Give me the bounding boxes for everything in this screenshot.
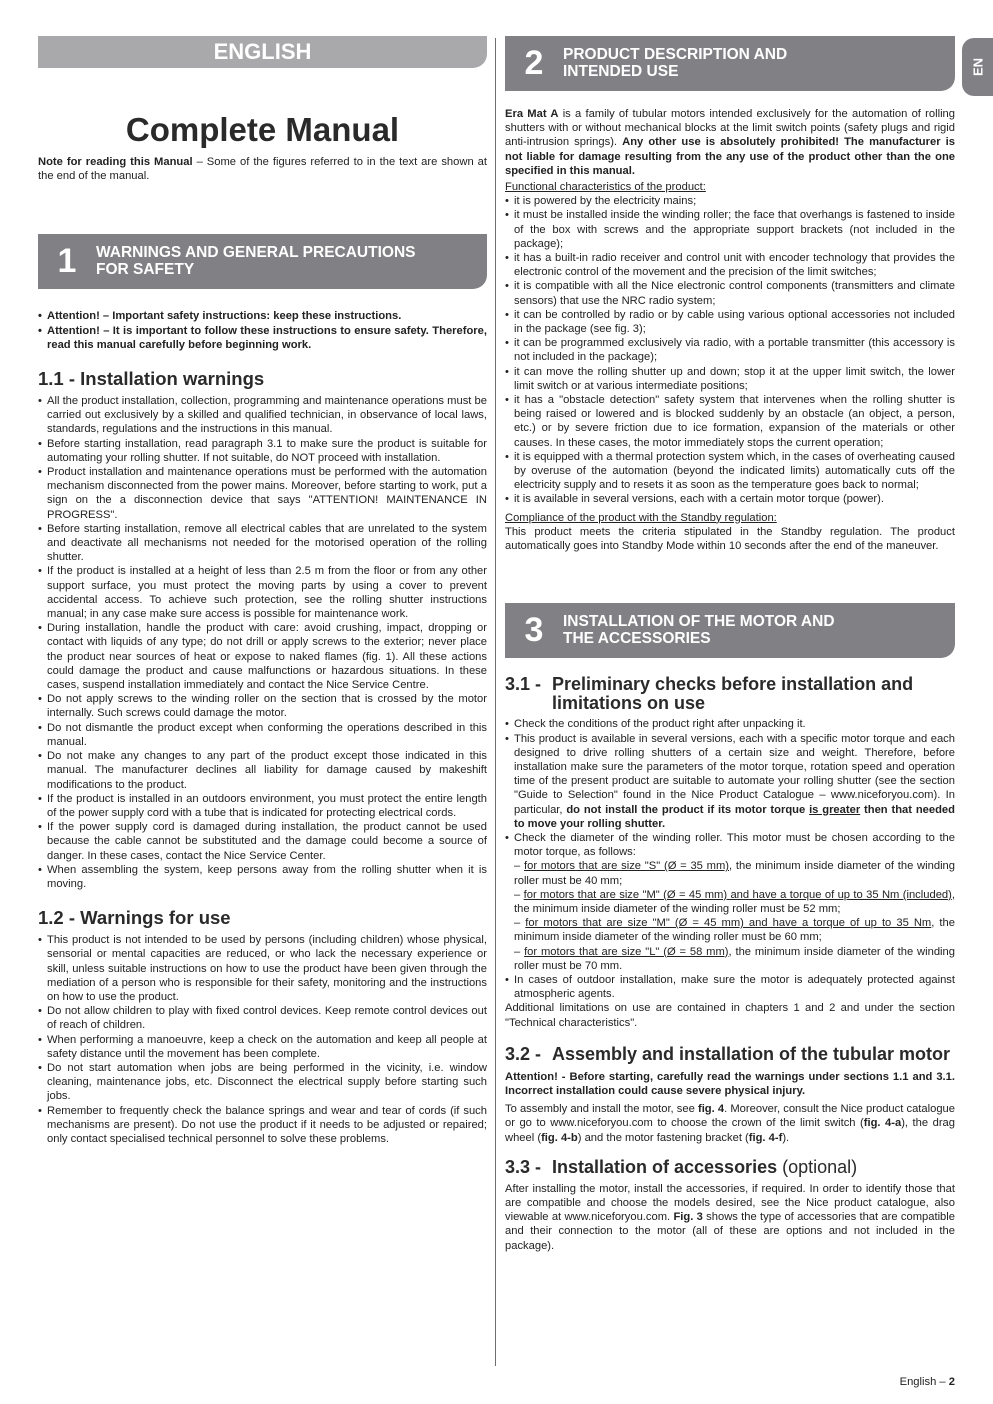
use-warnings-list: [38, 933, 487, 1146]
language-tab: EN: [962, 38, 993, 96]
attention-3-2: Attention! - Before starting, carefully read the warnings under sections 1.1 and 3.1. Incorrect installation could cause severe physical injury.: [505, 1070, 955, 1097]
list-item: • it is compatible with all the Nice electronic control components (transmitters and climate sensors) that use the NRC radio system;: [505, 279, 955, 307]
list-item: • Do not start automation when jobs are being performed in the vicinity, i.e. window cleaning, maintenance jobs, etc. Disconnect the electrical supply before starting such jobs.: [38, 1061, 487, 1104]
list-item: • it must be installed inside the winding roller; the face that overhangs is fastened to inside of the box with screws and the appropriate support brackets (not included in the package);: [505, 208, 955, 251]
list-item: • Check the diameter of the winding roller. This motor must be chosen according to the motor torque, as follows:: [505, 831, 955, 859]
product-intro: Era Mat A is a family of tubular motors intended exclusively for the automation of rolling shutters with or without mechanical blocks at the limit switch points (safety plugs and rigid anti-intrusion springs). Any other use is absolutely prohibited! The manufacturer is not liable for damage resulting from the any use of the product other than the one specified in this manual.: [505, 108, 955, 177]
size-item: – for motors that are size "S" (Ø = 35 mm), the minimum inside diameter of the winding roller must be 40 mm;: [514, 860, 955, 887]
functional-heading: Functional characteristics of the product:: [505, 181, 706, 194]
list-item: • If the product is installed in an outdoors environment, you must protect the entire length of the power supply cord with a tube that is indicated for protecting electrical cords.: [38, 792, 487, 820]
list-item: • This product is not intended to be used by persons (including children) whose physical, sensorial or mental capacities are reduced, or who lack the necessary experience or skill, unless suitable instructions on how to use the product have been given through the mediation of a person who is responsible for their safety, monitoring and the instructions on how to use the product.: [38, 933, 487, 1004]
attention-item: • Attention! – Important safety instructions: keep these instructions.: [38, 309, 487, 323]
list-item: • it is available in several versions, each with a certain motor torque (power).: [505, 492, 955, 506]
heading-3-2: 3.2 - Assembly and installation of the tubular motor: [505, 1043, 951, 1064]
assembly-text: To assembly and install the motor, see fig. 4. Moreover, consult the Nice product catalogue or go to www.niceforyou.com to choose the crown of the limit switch (fig. 4-a), the drag wheel (fig. 4-b) and the motor fastening bracket (fig. 4-f).: [505, 1103, 955, 1144]
list-item: • Do not dismantle the product except when conforming the operations described in this manual.: [38, 721, 487, 749]
list-item: • Product installation and maintenance operations must be performed with the automation mechanism disconnected from the power mains. Moreover, before starting to work, put a sign on the a disconnection device that says "ATTENTION! MAINTENANCE IN PROGRESS".: [38, 465, 487, 522]
list-item: • it has a built-in radio receiver and control unit with encoder technology that provides the electronic control of the movement and the precision of the limit switches;: [505, 251, 955, 279]
section-title: PRODUCT DESCRIPTION AND INTENDED USE: [563, 46, 788, 80]
preliminary-checks-list: [505, 717, 955, 859]
heading-3-3: 3.3 - Installation of accessories (optional): [505, 1156, 858, 1177]
heading-1-2: 1.2 - Warnings for use: [38, 907, 231, 929]
page-footer: English – 2: [899, 1376, 955, 1388]
section-1-header: [38, 234, 487, 289]
page-number: 2: [948, 1376, 955, 1388]
left-column: [38, 36, 487, 1146]
column-divider: [495, 38, 496, 1366]
list-item: • In cases of outdoor installation, make sure the motor is adequately protected against atmospheric agents.: [505, 973, 955, 1001]
attention-item: • Attention! – It is important to follow these instructions to ensure safety. Therefore, read this manual carefully before beginning work.: [38, 324, 487, 352]
list-item: • Check the conditions of the product right after unpacking it.: [505, 717, 955, 731]
list-item: • it has a "obstacle detection" safety system that intervenes when the rolling shutter is being raised or lowered and is blocked suddenly by an obstacle (an object, a person, etc.) or by severe friction due to ice formation, expansion of the materials or other causes. In these cases, the motor immediately stops the current operation;: [505, 393, 955, 450]
section-number: 1: [57, 242, 77, 281]
list-item: • When assembling the system, keep persons away from the rolling shutter when it is moving.: [38, 863, 487, 891]
section-title: INSTALLATION OF THE MOTOR AND THE ACCESSORIES: [563, 613, 835, 647]
attention-list: [38, 309, 487, 352]
size-item: – for motors that are size "M" (Ø = 45 mm) and have a torque of up to 35 Nm (included), the minimum inside diameter of the winding roller must be 52 mm;: [514, 888, 955, 915]
accessories-text: After installing the motor, install the accessories, if required. In order to identify those that are compatible and choose the models desired, see the Nice product catalogue, also viewable at www.niceforyou.com. Fig. 3 shows the type of accessories that are compatible and their connection to the motor (all of these are options and not included in the package).: [505, 1182, 955, 1252]
section-2-header: [505, 36, 955, 91]
features-list: [505, 194, 955, 506]
list-item: • If the product is installed at a height of less than 2.5 m from the floor or from any other support surface, you must protect the moving parts by using a cover to prevent accidental access. To achieve such protection, see the rolling shutter instructions manual; in any case make sure access is possible for maintenance work.: [38, 564, 487, 621]
list-item: • Do not apply screws to the winding roller on the section that is crossed by the motor internally. Such screws could damage the motor.: [38, 692, 487, 720]
standby-text: This product meets the criteria stipulated in the Standby regulation. The product automatically goes into Standby Mode within 10 seconds after the end of the maneuver.: [505, 525, 955, 553]
heading-3-1: 3.1 - Preliminary checks before installation and limitations on use: [505, 674, 914, 714]
list-item: • Before starting installation, remove all electrical cables that are unrelated to the system and deactivate all mechanisms not needed for the motorised operation of the rolling shutter.: [38, 522, 487, 565]
language-banner: ENGLISH: [38, 36, 487, 68]
reading-note: Note for reading this Manual – Some of the figures referred to in the text are shown at the end of the manual.: [38, 156, 487, 183]
section-number: 2: [524, 44, 544, 82]
list-item: • Do not allow children to play with fixed control devices. Keep remote control devices out of reach of children.: [38, 1004, 487, 1032]
list-item: • it is powered by the electricity mains;: [505, 194, 955, 208]
section-number: 3: [524, 611, 544, 650]
section-title: WARNINGS AND GENERAL PRECAUTIONS FOR SAFETY: [96, 244, 416, 278]
size-item: – for motors that are size "M" (Ø = 45 mm) and have a torque of up to 35 Nm, the minimum inside diameter of the winding roller must be 60 mm;: [514, 917, 955, 944]
list-item: • All the product installation, collection, programming and maintenance operations must be carried out exclusively by a skilled and qualified technician, in observance of local laws, standards, regulations and the instructions in this manual.: [38, 394, 487, 437]
list-item: • it is equipped with a thermal protection system which, in the cases of overheating caused by overuse of the automation (beyond the indicated limits) automatically cuts off the electricity supply and to resets it as soon as the temperature goes back to normal;: [505, 450, 955, 493]
list-item: • Do not make any changes to any part of the product except those indicated in this manual. The manufacturer declines all liability for damage caused by makeshift modifications to the product.: [38, 749, 487, 792]
section-3-header: [505, 603, 955, 658]
size-item: – for motors that are size "L" (Ø = 58 mm), the minimum inside diameter of the winding roller must be 70 mm.: [514, 945, 955, 972]
page-title: Complete Manual: [125, 111, 400, 148]
list-item: • When performing a manoeuvre, keep a check on the automation and keep all people at safety distance until the movement has been complete.: [38, 1033, 487, 1061]
right-column: [505, 36, 955, 1253]
outdoor-list: [505, 973, 955, 1001]
list-item: • Remember to frequently check the balance springs and wear and tear of cords (if such mechanisms are present). Do not use the product if it needs to be adjusted or repaired; only contact specialised technical personnel to solve these problems.: [38, 1104, 487, 1147]
list-item: • it can move the rolling shutter up and down; stop it at the upper limit switch, the lower limit switch or at various intermediate positions;: [505, 365, 955, 393]
heading-1-1: 1.1 - Installation warnings: [38, 368, 265, 390]
standby-heading: Compliance of the product with the Standby regulation:: [505, 511, 777, 524]
list-item: • it can be programmed exclusively via radio, with a portable transmitter (this accessory is not included in the package);: [505, 336, 955, 364]
list-item: • This product is available in several versions, each with a specific motor torque and each designed to drive rolling shutters of a certain size and weight. Therefore, before installation make sure the parameters of the motor torque, rotation speed and operation time of the present product are suitable to automate your rolling shutter (see the section "Guide to Selection" found in the Nice Product Catalogue – www.niceforyou.com). In particular, do not install the product if its motor torque is greater then that needed to move your rolling shutter.: [505, 732, 955, 831]
installation-warnings-list: [38, 394, 487, 891]
list-item: • Before starting installation, read paragraph 3.1 to make sure the product is suitable for automating your rolling shutter. If not suitable, do NOT proceed with installation.: [38, 437, 487, 465]
list-item: • If the power supply cord is damaged during installation, the product cannot be used because the cable cannot be substituted and the damage could become a source of danger. In these cases, contact the Nice Service Center.: [38, 820, 487, 863]
additional-limitations: Additional limitations on use are contained in chapters 1 and 2 and under the section "Technical characteristics".: [505, 1002, 955, 1029]
list-item: • it can be controlled by radio or by cable using various optional accessories not included in the package (see fig. 3);: [505, 308, 955, 336]
list-item: • During installation, handle the product with care: avoid crushing, impact, dropping or contact with liquids of any type; do not drill or apply screws to the exterior; never place the product near sources of heat or expose to naked flames (fig. 1). All these actions could damage the product and cause malfunctions or hazardous situations. In these cases, suspend installation immediately and contact the Nice Service Centre.: [38, 621, 487, 692]
